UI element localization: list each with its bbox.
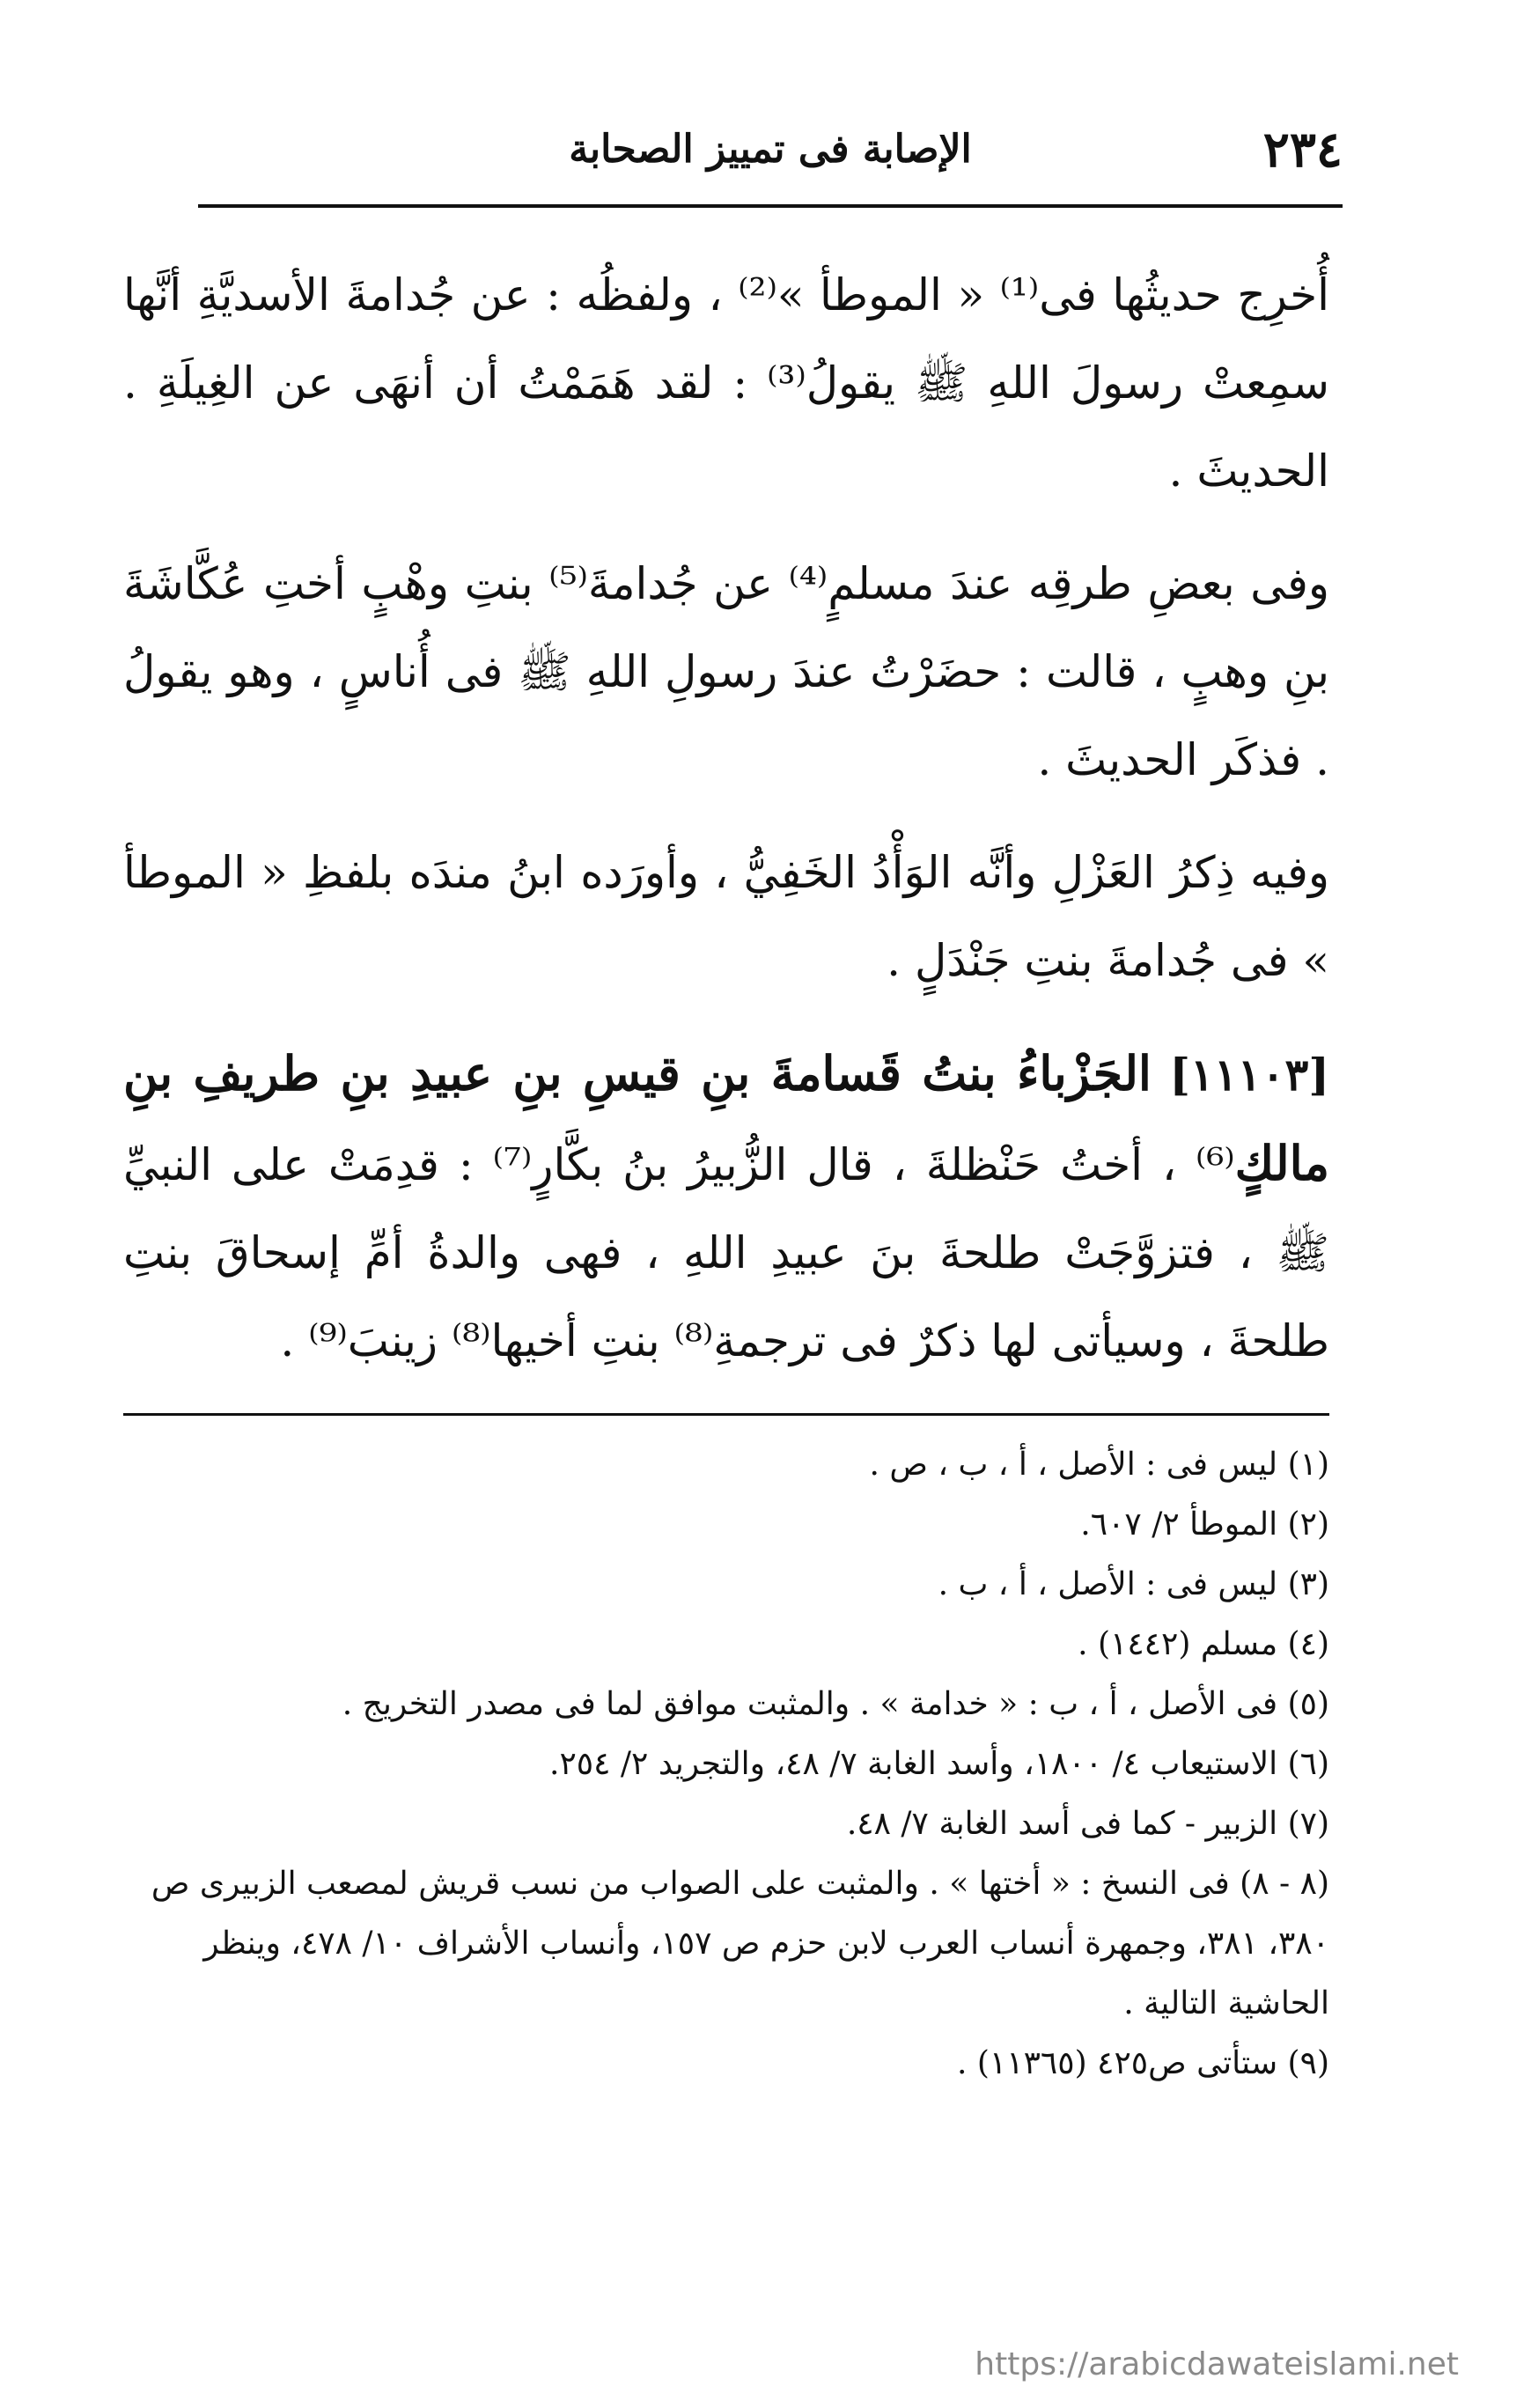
running-title: الإصابة فى تمييز الصحابة (569, 127, 972, 172)
paragraph-1: أُخرِج حديثُها فى⁽¹⁾ « الموطأ »⁽²⁾ ، ولفظُه : عن جُدامةَ الأسديَّةِ أنَّها سمِعتْ رسولَ اللهِ ﷺ يقولُ⁽³⁾ : لقد هَمَمْتُ أن أنهَى عن الغِيلَةِ . الحديثَ . (123, 269, 1330, 497)
footnote-2: (٢) الموطأ ٢/ ٦٠٧. (1080, 1506, 1329, 1543)
footnote-rule (123, 1413, 1329, 1416)
footnote-1: (١) ليس فى : الأصل ، أ ، ب ، ص . (869, 1447, 1329, 1483)
paragraph-3: وفيه ذِكرُ العَزْلِ وأنَّه الوَأْدُ الخَفِيُّ ، وأورَده ابنُ مندَه بلفظِ « الموطأ » فى جُدامةَ بنتِ جَنْدَلٍ . (123, 847, 1329, 986)
footnote-5: (٥) فى الأصل ، أ ، ب : « خدامة » . والمثبت موافق لما فى مصدر التخريج . (342, 1686, 1329, 1722)
footnote-6: (٦) الاستيعاب ٤/ ١٨٠٠، وأسد الغابة ٧/ ٤٨، والتجريد ٢/ ٢٥٤. (548, 1746, 1329, 1782)
footnote-8: (٨ - ٨) فى النسخ : « أختها » . والمثبت على الصواب من نسب قريش لمصعب الزبيرى ص ٣٨٠، ٣٨١، وجمهرة أنساب العرب لابن حزم ص ١٥٧، وأنساب الأشراف ١٠/ ٤٧٨، وينظر الحاشية التالية . (151, 1866, 1329, 2021)
watermark-url: https://arabicdawateislami.net (975, 2346, 1459, 2382)
paragraph-2: وفى بعضِ طرقِه عندَ مسلمٍ⁽⁴⁾ عن جُدامةَ⁽⁵⁾ بنتِ وهْبٍ أختِ عُكَّاشَةَ بنِ وهبٍ ، قالت : حضَرْتُ عندَ رسولِ اللهِ ﷺ فى أُناسٍ ، وهو يقولُ . فذكَر الحديثَ . (123, 558, 1329, 785)
entry-text: ⁽⁶⁾ ، أختُ حَنْظلةَ ، قال الزُّبيرُ بنُ بكَّارٍ⁽⁷⁾ : قدِمَتْ على النبيِّ ﷺ ، فتزوَّجَتْ طلحةَ بنَ عبيدِ اللهِ ، فهى والدةُ أمِّ إسحاقَ بنتِ طلحةَ ، وسيأتى لها ذكرٌ فى ترجمةِ⁽⁸⁾ بنتِ أخيها⁽⁸⁾ زينبَ⁽⁹⁾ . (123, 1139, 1329, 1366)
page-number: ٢٣٤ (1262, 121, 1343, 179)
entry-name: الجَزْباءُ بنتُ قَسامةَ بنِ قيسِ بنِ عبيدِ بنِ طريفِ بنِ مالكٍ (123, 1045, 1329, 1191)
footnote-4: (٤) مسلم (١٤٤٢) . (1078, 1626, 1329, 1662)
biography-entry (123, 1029, 1329, 1385)
entry-number: [١١١٠٣] (1169, 1049, 1329, 1101)
page-header (198, 114, 1343, 185)
footnote-3: (٣) ليس فى : الأصل ، أ ، ب . (938, 1566, 1329, 1602)
footnote-7: (٧) الزبير - كما فى أسد الغابة ٧/ ٤٨. (846, 1806, 1329, 1842)
footnote-9: (٩) ستأتى ص٤٢٥ (١١٣٦٥) . (956, 2045, 1329, 2081)
main-text (123, 251, 1329, 1410)
header-rule (198, 204, 1343, 208)
footnotes (123, 1435, 1329, 2094)
